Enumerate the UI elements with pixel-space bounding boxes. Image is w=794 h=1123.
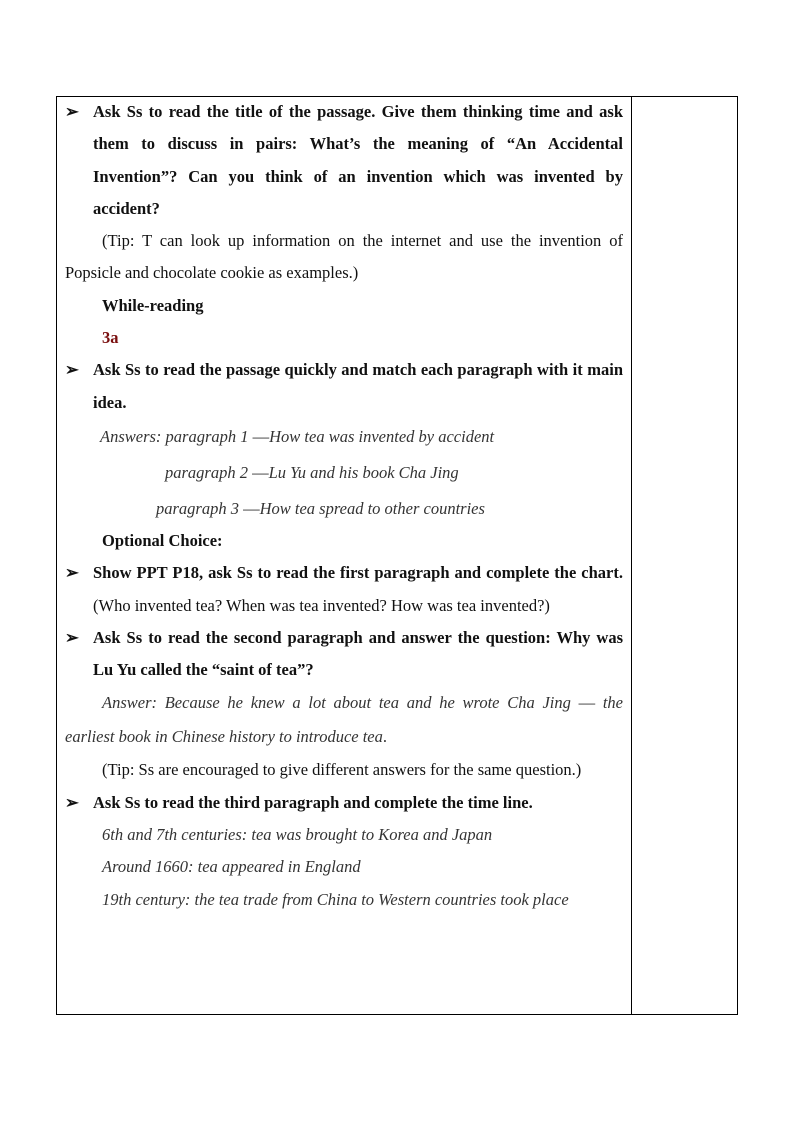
section-heading: Optional Choice:: [102, 530, 223, 550]
answer-line: [65, 419, 623, 455]
answer-label: paragraph 2: [165, 462, 248, 482]
bullet-text: Ask Ss to read the second paragraph and answer the question: Why was Lu Yu called the “saint of tea”?: [93, 627, 623, 680]
timeline-item: 6th and 7th centuries: tea was brought to Korea and Japan: [102, 825, 493, 845]
answer-label: Answers: paragraph 1: [100, 426, 249, 446]
arrow-bullet-icon: ➢: [65, 360, 79, 380]
lesson-table: [56, 96, 738, 1015]
answer-label: paragraph 3: [156, 498, 239, 518]
answer-text: Lu Yu and his book Cha Jing: [268, 462, 459, 482]
bullet-item: [65, 354, 623, 419]
bullet-item: [65, 787, 623, 819]
section-heading: While-reading: [102, 295, 204, 315]
bullet-text: Ask Ss to read the title of the passage. Give them thinking time and ask them to discuss in pairs: What’s the meaning of “An Accidental Invention”? Can you think of an invention which was invented by accident?: [93, 102, 623, 218]
dash: —: [578, 693, 596, 713]
column-divider: [631, 97, 632, 1014]
bullet-item: [65, 622, 623, 687]
answer-line: [65, 455, 623, 491]
bullet-item: [65, 96, 623, 225]
answer-text: the earliest book in Chinese history to introduce tea: [65, 693, 623, 747]
lesson-content: [65, 97, 623, 916]
timeline-item: Around 1660: tea appeared in England: [102, 857, 361, 877]
answer-text: How tea was invented by accident: [269, 426, 495, 446]
arrow-bullet-icon: ➢: [65, 792, 79, 812]
answer-text: How tea spread to other countries: [259, 498, 485, 518]
bullet-note: (Who invented tea? When was tea invented? How was tea invented?): [93, 595, 550, 615]
bullet-text: Show PPT P18, ask Ss to read the first paragraph and complete the chart.: [93, 563, 623, 583]
dash: —: [252, 426, 270, 446]
bullet-item: [65, 557, 623, 622]
arrow-bullet-icon: ➢: [65, 627, 79, 647]
timeline-item: 19th century: the tea trade from China to Western countries took place: [102, 889, 569, 909]
bullet-text: Ask Ss to read the passage quickly and match each paragraph with it main idea.: [93, 360, 623, 412]
arrow-bullet-icon: ➢: [65, 102, 79, 121]
tip-text: (Tip: Ss are encouraged to give different answers for the same question.): [102, 760, 582, 780]
dash: —: [252, 462, 269, 482]
tip-text: (Tip: T can look up information on the internet and use the invention of Popsicle and chocolate cookie as examples.): [65, 231, 623, 283]
bullet-text: Ask Ss to read the third paragraph and complete the time line.: [93, 792, 533, 812]
answer-line: [65, 491, 623, 527]
dash: —: [243, 498, 260, 518]
answer-paragraph: Answer: Because he knew a lot about tea and he wrote Cha Jing — the earliest book in Chinese history to introduce tea.: [65, 693, 623, 747]
section-number: 3a: [102, 328, 119, 348]
arrow-bullet-icon: ➢: [65, 563, 79, 583]
answer-text: Answer: Because he knew a lot about tea and he wrote Cha Jing: [102, 693, 571, 713]
